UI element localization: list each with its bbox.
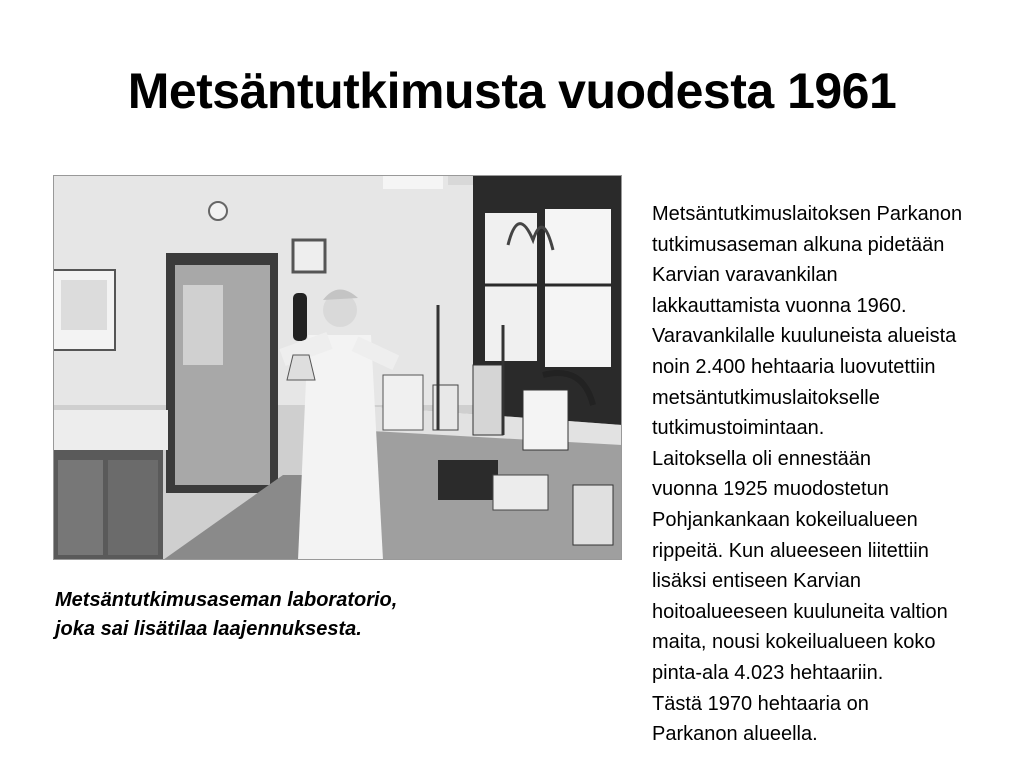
body-line: pinta-ala 4.023 hehtaariin.: [652, 661, 884, 684]
body-line: lisäksi entiseen Karvian: [652, 570, 861, 593]
body-line: Pohjankankaan kokeilualueen: [652, 508, 918, 531]
body-line: hoitoalueeseen kuuluneita valtion: [652, 600, 948, 623]
body-line: Tästä 1970 hehtaaria on: [652, 692, 869, 715]
body-line: Varavankilalle kuuluneista alueista: [652, 325, 957, 348]
body-line: metsäntutkimuslaitokselle: [652, 386, 880, 409]
body-line: tutkimusaseman alkuna pidetään: [652, 233, 945, 256]
laboratory-photo: [53, 175, 622, 560]
body-line: Laitoksella oli ennestään: [652, 447, 872, 470]
body-line: tutkimustoimintaan.: [652, 417, 825, 440]
slide-title: Metsäntutkimusta vuodesta 1961: [127, 63, 897, 119]
body-line: rippeitä. Kun alueeseen liitettiin: [652, 539, 929, 562]
body-line: vuonna 1925 muodostetun: [652, 478, 889, 501]
body-line: maita, nousi kokeilualueen koko: [652, 631, 936, 654]
body-text: [652, 199, 1024, 750]
body-line: Parkanon alueella.: [652, 723, 818, 746]
body-line: lakkauttamista vuonna 1960.: [652, 294, 907, 317]
body-line: Karvian varavankilan: [652, 264, 838, 287]
photo-caption: [55, 586, 495, 644]
caption-line: Metsäntutkimusaseman laboratorio,: [55, 589, 398, 611]
body-line: noin 2.400 hehtaaria luovutettiin: [652, 355, 936, 378]
caption-line: joka sai lisätilaa laajennuksesta.: [55, 618, 362, 640]
body-line: Metsäntutkimuslaitoksen Parkanon: [652, 203, 963, 225]
